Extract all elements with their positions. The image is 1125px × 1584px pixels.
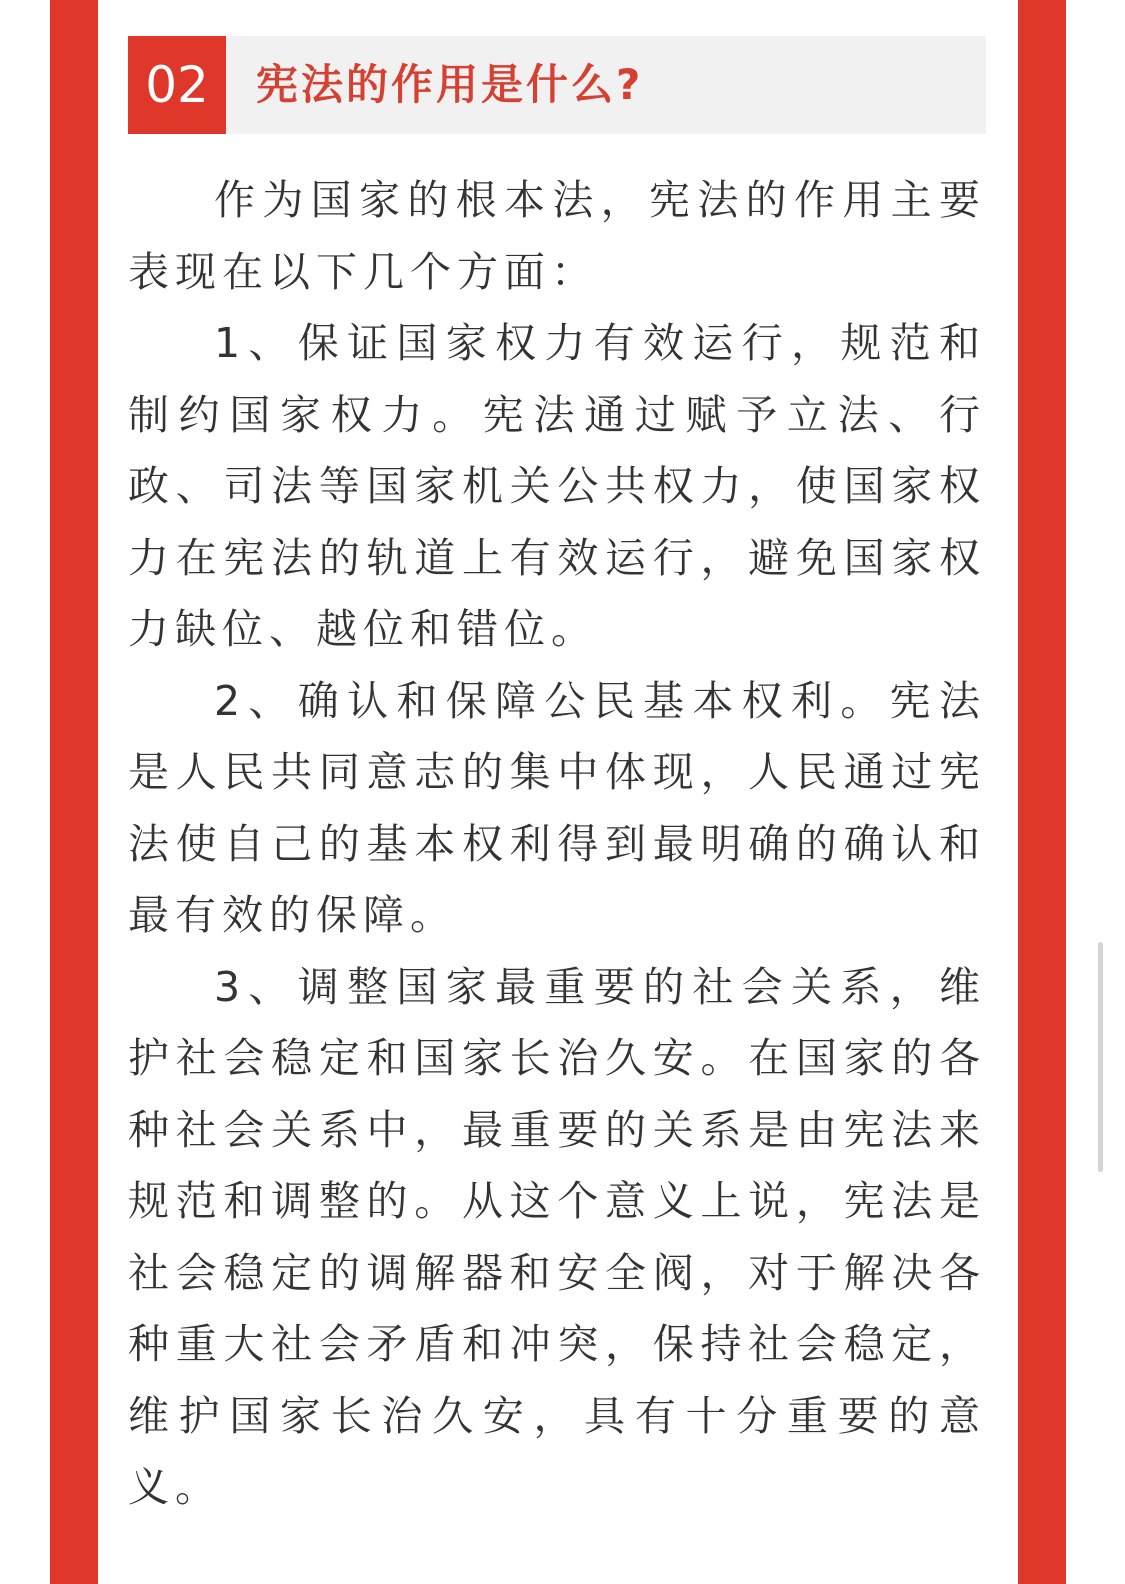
article-body — [128, 165, 986, 1524]
scrollbar[interactable] — [1098, 942, 1103, 1172]
left-red-border — [50, 0, 98, 1584]
section-header — [128, 36, 986, 134]
section-title: 宪法的作用是什么? — [256, 60, 644, 109]
point-2-paragraph: 2、确认和保障公民基本权利。宪法是人民共同意志的集中体现，人民通过宪法使自己的基本权利得到最明确的确认和最有效的保障。 — [128, 676, 986, 939]
intro-paragraph: 作为国家的根本法，宪法的作用主要表现在以下几个方面： — [128, 176, 986, 296]
point-1-paragraph: 1、保证国家权力有效运行，规范和制约国家权力。宪法通过赋予立法、行政、司法等国家机关公共权力，使国家权力在宪法的轨道上有效运行，避免国家权力缺位、越位和错位。 — [128, 319, 986, 653]
section-number: 02 — [128, 36, 226, 134]
right-red-border — [1018, 0, 1066, 1584]
point-3-paragraph: 3、调整国家最重要的社会关系，维护社会稳定和国家长治久安。在国家的各种社会关系中，最重要的关系是由宪法来规范和调整的。从这个意义上说，宪法是社会稳定的调解器和安全阀，对于解决各种重大社会矛盾和冲突，保持社会稳定，维护国家长治久安，具有十分重要的意义。 — [128, 962, 986, 1511]
